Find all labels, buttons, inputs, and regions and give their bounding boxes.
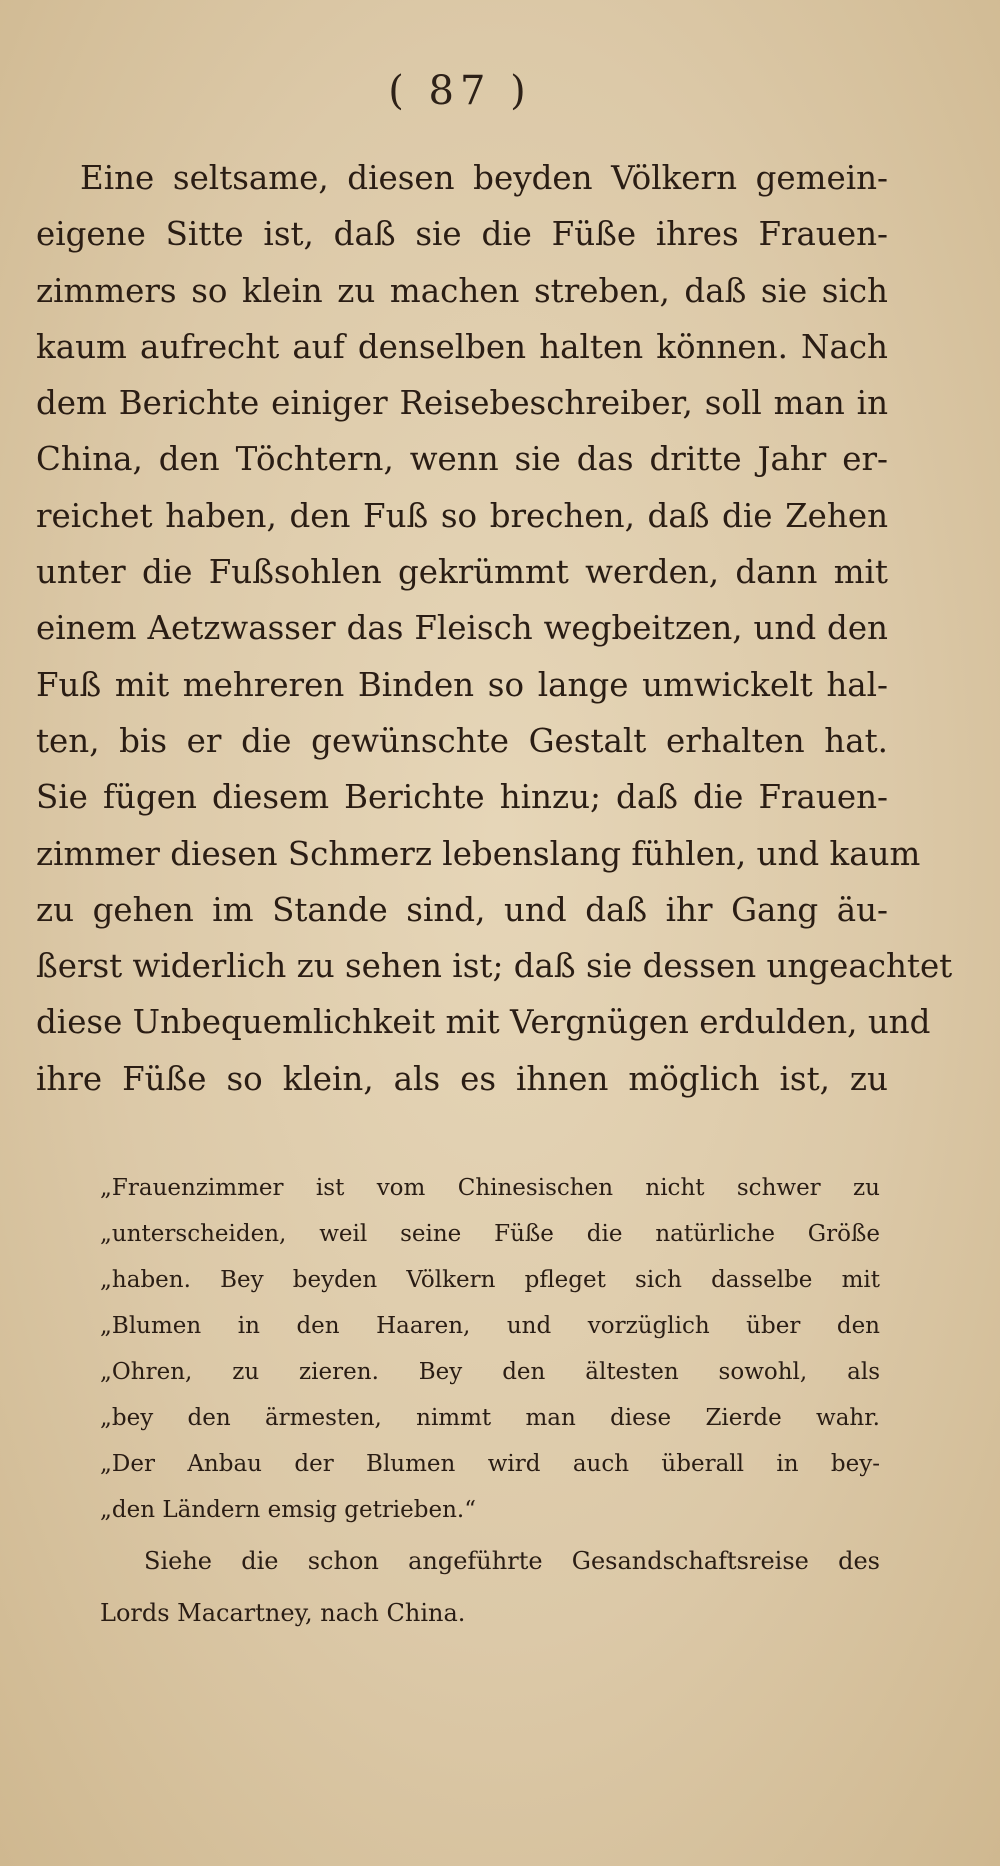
- text-line: zimmers so klein zu machen streben, daß sie sich: [36, 271, 888, 310]
- footnote-line: „unterscheiden, weil seine Füße die natürliche Größe: [100, 1221, 880, 1247]
- text-line: Sie fügen diesem Berichte hinzu; daß die Frauen-: [36, 778, 888, 817]
- text-line: ten, bis er die gewünschte Gestalt erhalten hat.: [36, 721, 888, 760]
- source-note-block: [100, 1535, 880, 1639]
- footnote-line: „den Ländern emsig getrieben.“: [100, 1497, 476, 1523]
- footnote-block: [100, 1165, 880, 1533]
- text-line: ihre Füße so klein, als es ihnen möglich ist, zu: [36, 1059, 888, 1098]
- footnote-line: „Der Anbau der Blumen wird auch überall in bey-: [100, 1451, 880, 1477]
- text-line: Eine seltsame, diesen beyden Völkern gemein-: [80, 159, 888, 197]
- text-line: reichet haben, den Fuß so brechen, daß die Zehen: [36, 496, 888, 535]
- text-line: ßerst widerlich zu sehen ist; daß sie dessen ungeachtet: [36, 947, 953, 986]
- source-note-line: Lords Macartney, nach China.: [100, 1599, 466, 1627]
- main-text-block: [36, 150, 953, 1107]
- text-line: einem Aetzwasser das Fleisch wegbeitzen, und den: [36, 609, 888, 648]
- text-line: unter die Fußsohlen gekrümmt werden, dann mit: [36, 553, 888, 592]
- footnote-line: „bey den ärmesten, nimmt man diese Zierde wahr.: [100, 1405, 880, 1431]
- footnote-line: „Frauenzimmer ist vom Chinesischen nicht schwer zu: [100, 1175, 880, 1201]
- text-line: eigene Sitte ist, daß sie die Füße ihres Frauen-: [36, 215, 888, 254]
- footnote-line: „haben. Bey beyden Völkern pfleget sich dasselbe mit: [100, 1267, 880, 1293]
- text-line: China, den Töchtern, wenn sie das dritte Jahr er-: [36, 440, 888, 479]
- text-line: diese Unbequemlichkeit mit Vergnügen erdulden, und: [36, 1003, 931, 1042]
- footnote-line: „Ohren, zu zieren. Bey den ältesten sowohl, als: [100, 1359, 880, 1385]
- text-line: Fuß mit mehreren Binden so lange umwickelt hal-: [36, 665, 888, 704]
- footnote-line: „Blumen in den Haaren, und vorzüglich über den: [100, 1313, 880, 1339]
- text-line: dem Berichte einiger Reisebeschreiber, soll man in: [36, 384, 888, 423]
- page-number: ( 87 ): [388, 68, 532, 114]
- text-line: kaum aufrecht auf denselben halten können. Nach: [36, 327, 888, 366]
- text-line: zu gehen im Stande sind, und daß ihr Gang äu-: [36, 890, 888, 929]
- source-note-line: Siehe die schon angeführte Gesandschaftsreise des: [144, 1547, 880, 1575]
- text-line: zimmer diesen Schmerz lebenslang fühlen, und kaum: [36, 834, 921, 873]
